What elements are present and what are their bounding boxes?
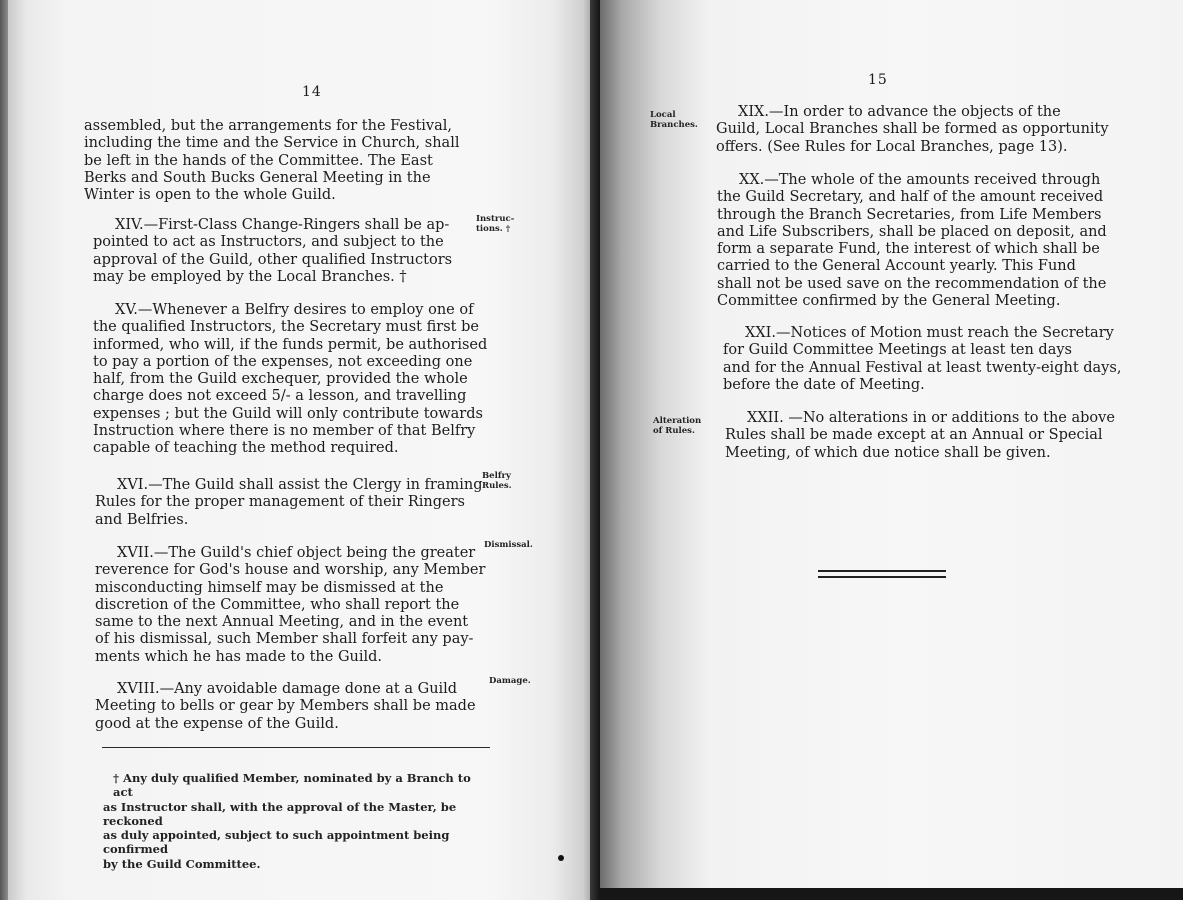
- text-line: and Belfries.: [95, 511, 189, 528]
- margin-note-instructions: [476, 215, 514, 234]
- rule-xiv: [93, 217, 485, 286]
- text-line: same to the next Annual Meeting, and in the event: [95, 614, 469, 631]
- margin-note-line: Rules.: [482, 480, 512, 491]
- footnote-divider: [102, 747, 490, 748]
- text-line: and Life Subscribers, shall be placed on deposit, and: [717, 223, 1107, 240]
- text-line: misconducting himself may be dismissed at the: [95, 579, 444, 596]
- text-line: Rules for the proper management of their Ringers: [95, 494, 465, 511]
- margin-note-line: Instruc-: [476, 214, 515, 224]
- text-line: XXII. —No alterations in or additions to the above: [747, 410, 1115, 426]
- text-line: Berks and South Bucks General Meeting in the: [84, 169, 431, 186]
- text-line: XIV.—First-Class Change-Ringers shall be ap-: [115, 217, 450, 233]
- text-line: approval of the Guild, other qualified Instructors: [93, 251, 453, 268]
- footnote-line: by the Guild Committee.: [103, 856, 261, 871]
- text-line: Instruction where there is no member of that Belfry: [93, 423, 476, 440]
- text-line: capable of teaching the method required.: [93, 440, 399, 457]
- text-line: Guild, Local Branches shall be formed as opportunity: [716, 121, 1109, 138]
- text-line: XXI.—Notices of Motion must reach the Secretary: [745, 325, 1114, 341]
- text-line: ments which he has made to the Guild.: [95, 648, 383, 665]
- margin-note-dismissal: [484, 541, 533, 551]
- page-number-right: 15: [868, 72, 888, 88]
- text-line: XX.—The whole of the amounts received through: [739, 172, 1101, 188]
- text-line: XV.—Whenever a Belfry desires to employ one of: [115, 302, 474, 318]
- rule-xvi: [95, 477, 487, 529]
- text-line: pointed to act as Instructors, and subject to the: [93, 234, 444, 251]
- text-line: XVI.—The Guild shall assist the Clergy in framing: [117, 477, 483, 493]
- text-line: assembled, but the arrangements for the Festival,: [84, 118, 453, 134]
- margin-note-line: Branches.: [650, 119, 698, 130]
- text-line: and for the Annual Festival at least twenty-eight days,: [723, 359, 1122, 376]
- text-line: Committee confirmed by the General Meeting.: [717, 293, 1061, 310]
- margin-note-belfry-rules: [482, 472, 512, 491]
- text-line: XVII.—The Guild's chief object being the greater: [117, 545, 476, 561]
- footnote-line: † Any duly qualified Member, nominated by a Branch to act: [113, 771, 471, 800]
- margin-note-alteration-of-rules: [653, 417, 701, 436]
- margin-note-line: Local: [650, 110, 676, 120]
- text-line: the Guild Secretary, and half of the amount received: [717, 189, 1104, 206]
- page-number-left: 14: [302, 84, 322, 100]
- ink-speck: [558, 855, 564, 861]
- text-line: discretion of the Committee, who shall report the: [95, 596, 460, 613]
- margin-note-line: Belfry: [482, 471, 511, 481]
- text-line: to pay a portion of the expenses, not exceeding one: [93, 353, 473, 370]
- text-line: XIX.—In order to advance the objects of the: [738, 104, 1061, 120]
- text-line: be left in the hands of the Committee. The East: [84, 152, 433, 169]
- text-line: offers. (See Rules for Local Branches, page 13).: [716, 138, 1068, 155]
- footnote-line: as duly appointed, subject to such appointment being confirmed: [103, 828, 450, 857]
- footnote-line: as Instructor shall, with the approval of the Master, be reckoned: [103, 799, 457, 828]
- text-line: before the date of Meeting.: [723, 376, 925, 393]
- text-line: carried to the General Account yearly. This Fund: [717, 258, 1076, 275]
- text-line: Rules shall be made except at an Annual or Special: [725, 427, 1103, 444]
- continuation-paragraph: [84, 118, 476, 204]
- rule-xxii: [725, 410, 1117, 462]
- left-page: [8, 0, 598, 900]
- text-line: good at the expense of the Guild.: [95, 715, 339, 732]
- text-line: the qualified Instructors, the Secretary must first be: [93, 319, 479, 336]
- text-line: through the Branch Secretaries, from Life Members: [717, 206, 1102, 223]
- text-line: including the time and the Service in Church, shall: [84, 135, 460, 152]
- text-line: for Guild Committee Meetings at least ten days: [723, 342, 1072, 359]
- text-line: of his dismissal, such Member shall forfeit any pay-: [95, 631, 474, 648]
- margin-note-line: tions. †: [476, 223, 511, 234]
- margin-note-local-branches: [650, 111, 698, 130]
- text-line: expenses ; but the Guild will only contribute towards: [93, 405, 483, 422]
- rule-xviii: [95, 681, 487, 733]
- footnote: [103, 771, 493, 871]
- text-line: may be employed by the Local Branches. †: [93, 268, 407, 285]
- margin-note-damage: [489, 677, 531, 687]
- text-line: Meeting to bells or gear by Members shall be made: [95, 698, 476, 715]
- rule-xvii: [95, 545, 487, 666]
- text-line: form a separate Fund, the interest of which shall be: [717, 241, 1100, 258]
- right-page: [600, 0, 1183, 900]
- text-line: charge does not exceed 5/- a lesson, and travelling: [93, 388, 467, 405]
- margin-note-line: of Rules.: [653, 425, 695, 436]
- end-of-rules-double-rule: [818, 570, 946, 578]
- text-line: half, from the Guild exchequer, provided the whole: [93, 371, 468, 388]
- book-bottom-edge: [600, 888, 1183, 900]
- margin-note-line: Dismissal.: [484, 540, 533, 550]
- margin-note-line: Alteration: [653, 416, 702, 426]
- text-line: Meeting, of which due notice shall be given.: [725, 444, 1051, 461]
- text-line: informed, who will, if the funds permit, be authorised: [93, 336, 488, 353]
- text-line: reverence for God's house and worship, any Member: [95, 562, 486, 579]
- rule-xx: [717, 172, 1109, 310]
- rule-xix: [716, 104, 1108, 156]
- text-line: Winter is open to the whole Guild.: [84, 187, 336, 204]
- text-line: shall not be used save on the recommendation of the: [717, 275, 1107, 292]
- margin-note-line: Damage.: [489, 676, 531, 686]
- text-line: XVIII.—Any avoidable damage done at a Guild: [117, 681, 458, 697]
- rule-xv: [93, 302, 488, 458]
- rule-xxi: [723, 325, 1122, 394]
